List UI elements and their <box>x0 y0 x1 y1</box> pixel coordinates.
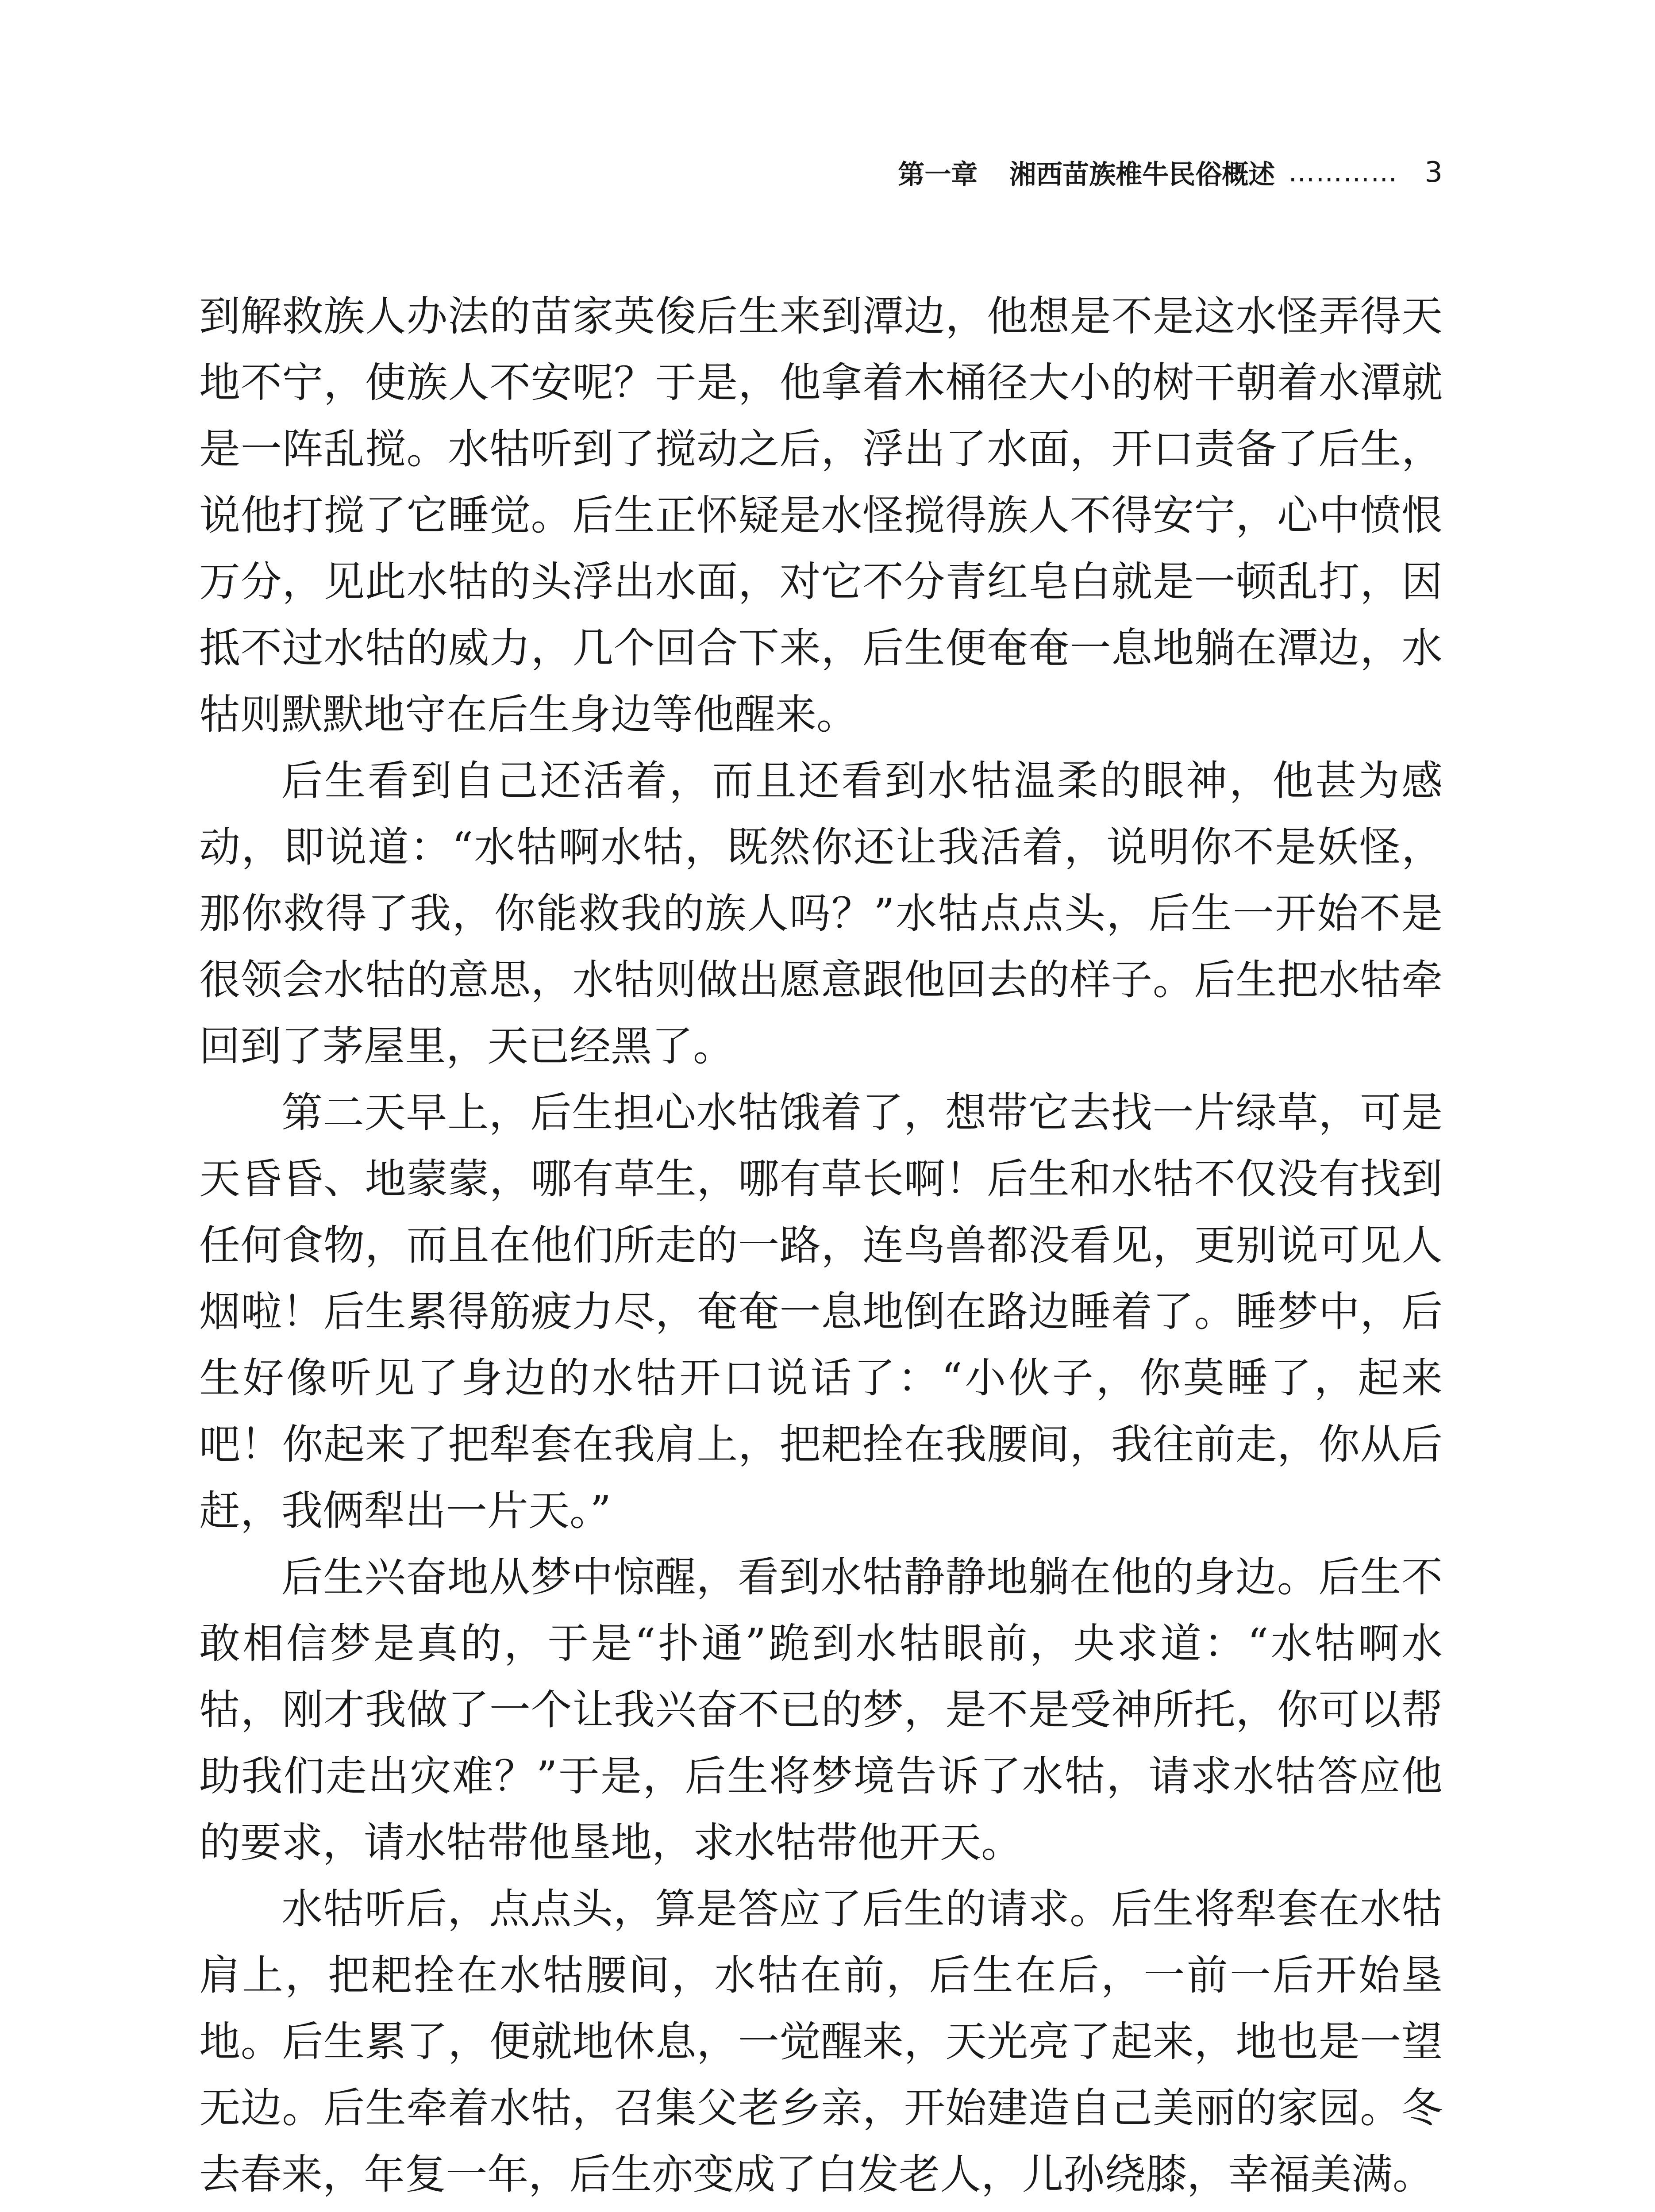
paragraph <box>199 2208 1443 2212</box>
paragraph: 后生看到自己还活着，而且还看到水牯温柔的眼神，他甚为感动，即说道：“水牯啊水牯，既然你还让我活着，说明你不是妖怪，那你救得了我，你能救我的族人吗？”水牯点点头，后生一开始不是很领会水牯的意思，水牯则做出愿意跟他回去的样子。后生把水牯牵回到了茅屋里，天已经黑了。 <box>199 757 1443 1070</box>
body-text <box>199 283 1443 2212</box>
paragraph-continued: 到解救族人办法的苗家英俊后生来到潭边，他想是不是这水怪弄得天地不宁，使族人不安呢？于是，他拿着木桶径大小的树干朝着水潭就是一阵乱搅。水牯听到了搅动之后，浮出了水面，开口责备了后生，说他打搅了它睡觉。后生正怀疑是水怪搅得族人不得安宁，心中愤恨万分，见此水牯的头浮出水面，对它不分青红皂白就是一顿乱打，因抵不过水牯的威力，几个回合下来，后生便奄奄一息地躺在潭边，水牯则默默地守在后生身边等他醒来。 <box>199 292 1443 738</box>
paragraph: 第二天早上，后生担心水牯饿着了，想带它去找一片绿草，可是天昏昏、地蒙蒙，哪有草生，哪有草长啊！后生和水牯不仅没有找到任何食物，而且在他们所走的一路，连鸟兽都没看见，更别说可见人烟啦！后生累得筋疲力尽，奄奄一息地倒在路边睡着了。睡梦中，后生好像听见了身边的水牯开口说话了：“小伙子，你莫睡了，起来吧！你起来了把犁套在我肩上，把耙拴在我腰间，我往前走，你从后赶，我俩犁出一片天。” <box>199 1089 1443 1535</box>
page-number: 3 <box>1424 156 1443 189</box>
chapter-label: 第一章 <box>898 159 978 190</box>
paragraph: 后生兴奋地从梦中惊醒，看到水牯静静地躺在他的身边。后生不敢相信梦是真的，于是“扑通”跪到水牯眼前，央求道：“水牯啊水牯，刚才我做了一个让我兴奋不已的梦，是不是受神所托，你可以帮助我们走出灾难？”于是，后生将梦境告诉了水牯，请求水牯答应他的要求，请水牯带他垦地，求水牯带他开天。 <box>199 1553 1443 1866</box>
running-head <box>199 148 1443 197</box>
chapter-title: 湘西苗族椎牛民俗概述 <box>1009 159 1275 190</box>
paragraph: 水牯听后，点点头，算是答应了后生的请求。后生将犁套在水牯肩上，把耙拴在水牯腰间，水牯在前，后生在后，一前一后开始垦地。后生累了，便就地休息，一觉醒来，天光亮了起来，地也是一望无边。后生牵着水牯，召集父老乡亲，开始建造自己美丽的家园。冬去春来，年复一年，后生亦变成了白发老人，儿孙绕膝，幸福美满。 <box>199 1885 1443 2198</box>
dot-leader: ………… <box>1288 157 1398 188</box>
